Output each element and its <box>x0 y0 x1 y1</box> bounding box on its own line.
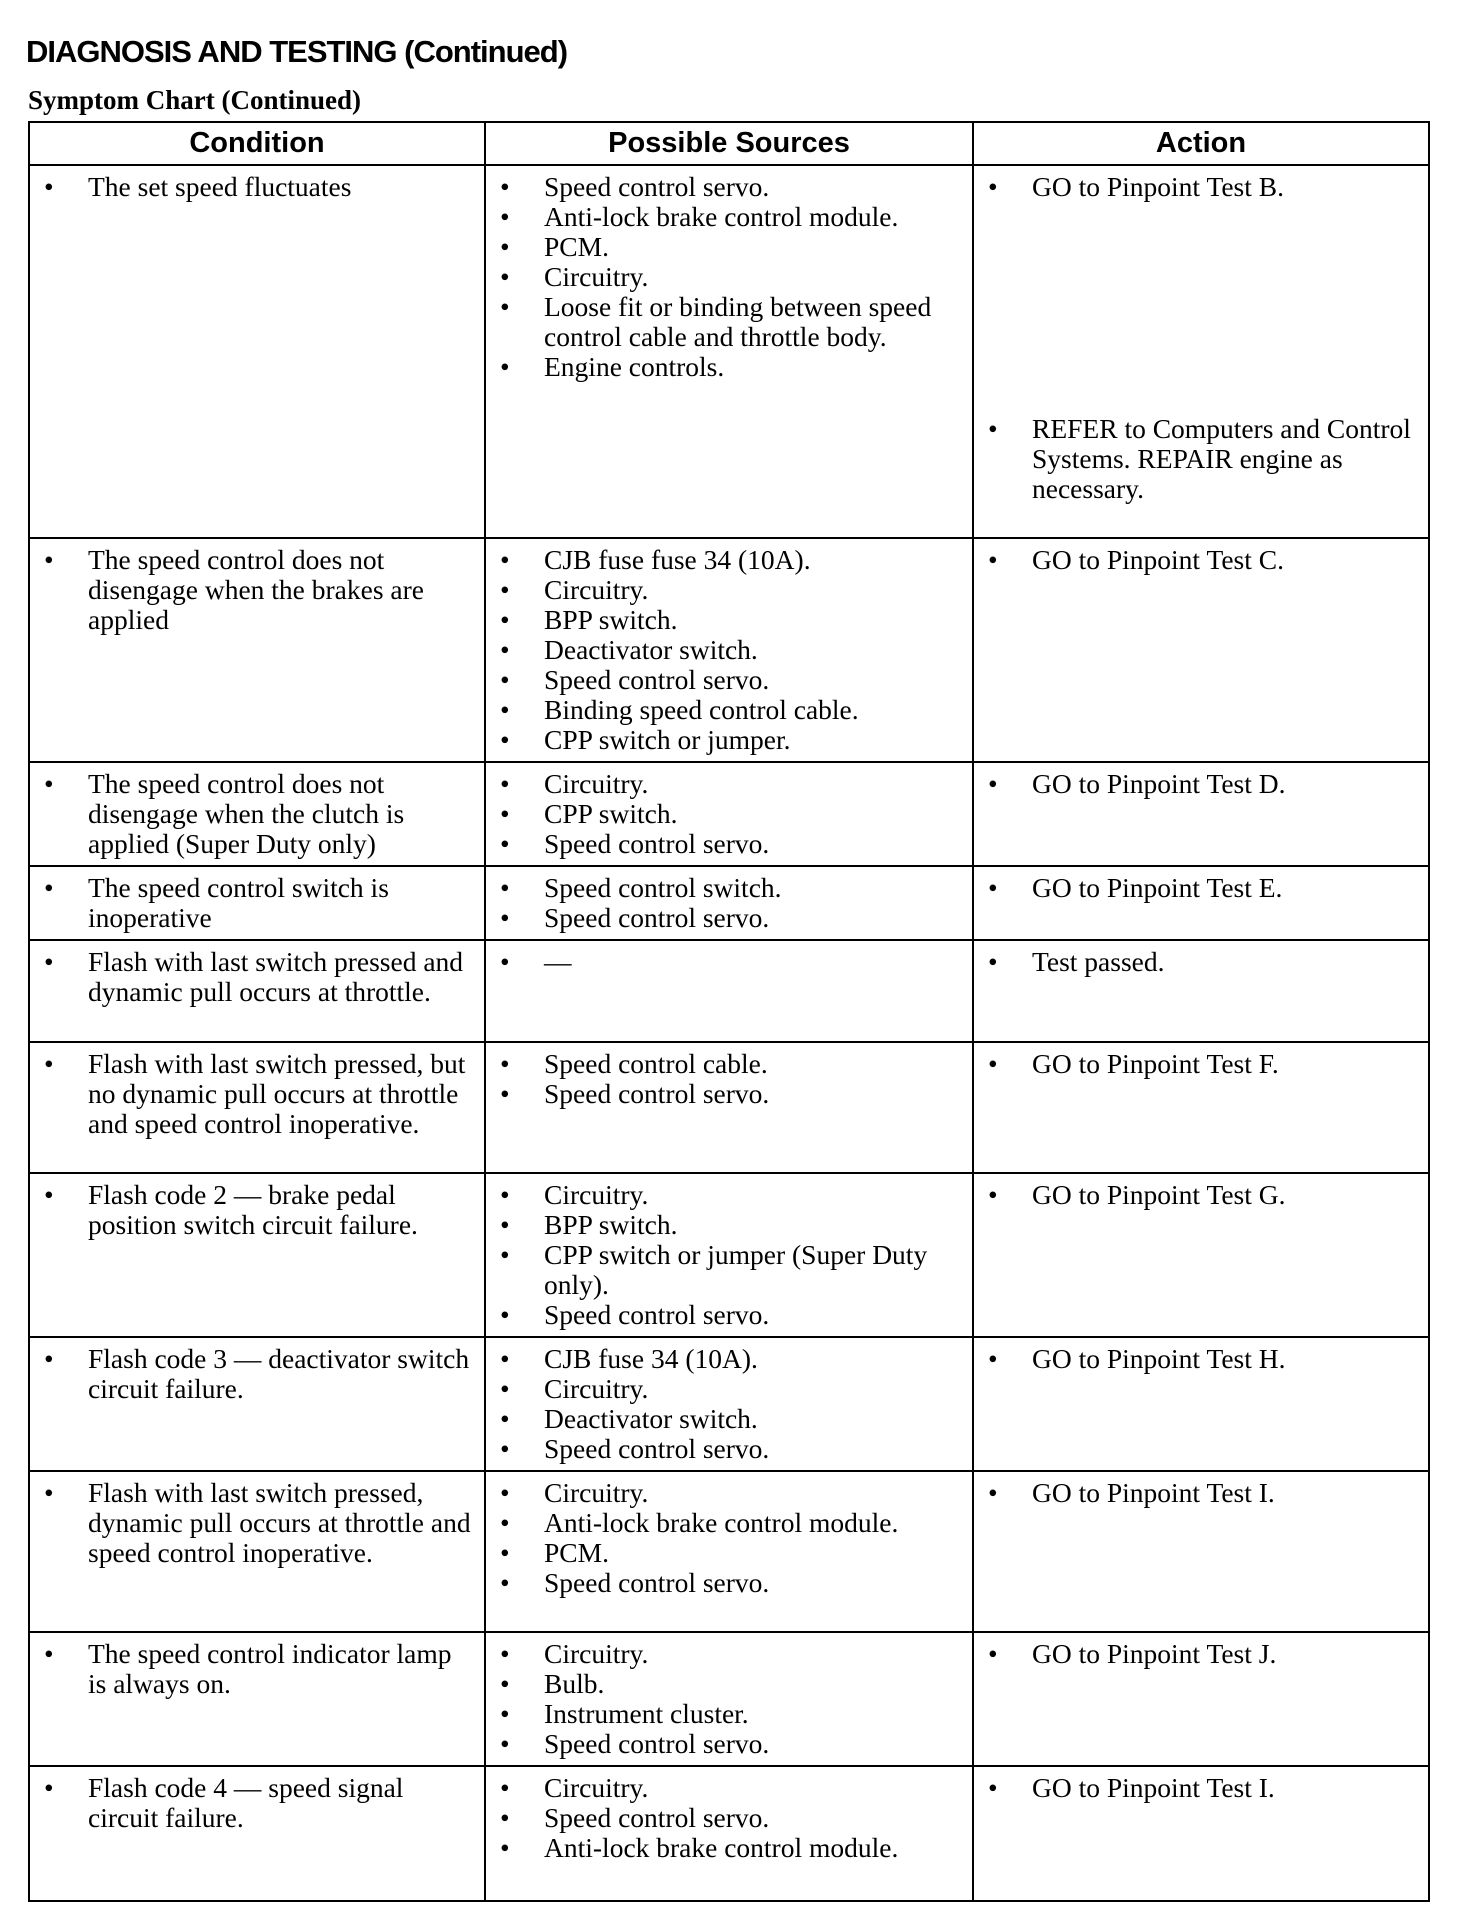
table-row <box>29 1337 1429 1471</box>
column-header-possible-sources: Possible Sources <box>485 122 973 165</box>
source-item: • BPP switch. <box>500 605 964 635</box>
action-cell <box>973 1042 1429 1173</box>
action-cell <box>973 538 1429 762</box>
source-item: • PCM. <box>500 232 964 262</box>
action-item: • GO to Pinpoint Test B. <box>988 172 1420 202</box>
source-item: • Circuitry. <box>500 1639 964 1669</box>
source-item: • Speed control servo. <box>500 1803 964 1833</box>
condition-text: • Flash with last switch pressed, dynamic pull occurs at throttle and speed control inoperative. <box>44 1478 476 1568</box>
source-item: • PCM. <box>500 1538 964 1568</box>
action-cell <box>973 1173 1429 1337</box>
source-item: • Speed control servo. <box>500 1434 964 1464</box>
source-item: • Circuitry. <box>500 575 964 605</box>
action-cell <box>973 1632 1429 1766</box>
table-row <box>29 866 1429 940</box>
source-item: • Loose fit or binding between speed control cable and throttle body. <box>500 292 964 352</box>
source-item: • CPP switch or jumper (Super Duty only). <box>500 1240 964 1300</box>
table-row <box>29 165 1429 538</box>
action-cell <box>973 866 1429 940</box>
source-item: • Circuitry. <box>500 1180 964 1210</box>
action-item: • GO to Pinpoint Test D. <box>988 769 1420 799</box>
sources-cell <box>485 866 973 940</box>
action-item: • GO to Pinpoint Test E. <box>988 873 1420 903</box>
condition-cell <box>29 1337 485 1471</box>
source-item: • Binding speed control cable. <box>500 695 964 725</box>
source-item: • CJB fuse 34 (10A). <box>500 1344 964 1374</box>
condition-text: • Flash code 2 — brake pedal position switch circuit failure. <box>44 1180 476 1240</box>
source-item: • Circuitry. <box>500 1478 964 1508</box>
chart-subtitle: Symptom Chart (Continued) <box>28 85 362 115</box>
condition-text: • The speed control switch is inoperative <box>44 873 476 933</box>
table-row <box>29 538 1429 762</box>
sources-cell <box>485 538 973 762</box>
source-item: • Speed control servo. <box>500 172 964 202</box>
symptom-chart-table <box>28 121 1430 1902</box>
source-item: • Deactivator switch. <box>500 1404 964 1434</box>
sources-cell <box>485 165 973 538</box>
source-item: • Speed control servo. <box>500 1079 964 1109</box>
source-item: • BPP switch. <box>500 1210 964 1240</box>
condition-cell <box>29 165 485 538</box>
source-item: • Anti-lock brake control module. <box>500 1508 964 1538</box>
source-item: • Speed control servo. <box>500 1729 964 1759</box>
condition-text: • The set speed fluctuates <box>44 172 476 202</box>
action-spacer <box>974 208 1428 414</box>
action-cell <box>973 1337 1429 1471</box>
condition-text: • Flash code 4 — speed signal circuit failure. <box>44 1773 476 1833</box>
condition-text: • Flash with last switch pressed and dynamic pull occurs at throttle. <box>44 947 476 1007</box>
condition-cell <box>29 1471 485 1632</box>
action-item: • GO to Pinpoint Test F. <box>988 1049 1420 1079</box>
source-item: • Speed control servo. <box>500 1300 964 1330</box>
action-item: • GO to Pinpoint Test G. <box>988 1180 1420 1210</box>
source-item: • Deactivator switch. <box>500 635 964 665</box>
action-item: • GO to Pinpoint Test I. <box>988 1773 1420 1803</box>
action-cell <box>973 762 1429 866</box>
source-item: • Anti-lock brake control module. <box>500 202 964 232</box>
condition-cell <box>29 1173 485 1337</box>
source-item: • Circuitry. <box>500 1773 964 1803</box>
source-item: • Speed control servo. <box>500 903 964 933</box>
source-item: • CPP switch. <box>500 799 964 829</box>
source-item: • Circuitry. <box>500 262 964 292</box>
condition-text: • Flash with last switch pressed, but no dynamic pull occurs at throttle and speed control inoperative. <box>44 1049 476 1139</box>
sources-cell <box>485 1337 973 1471</box>
table-row <box>29 1173 1429 1337</box>
condition-cell <box>29 1766 485 1901</box>
source-item: • Anti-lock brake control module. <box>500 1833 964 1863</box>
sources-cell <box>485 1766 973 1901</box>
source-item: • Circuitry. <box>500 1374 964 1404</box>
condition-text: • The speed control does not disengage when the clutch is applied (Super Duty only) <box>44 769 476 859</box>
condition-text: • The speed control does not disengage when the brakes are applied <box>44 545 476 635</box>
condition-cell <box>29 866 485 940</box>
table-row <box>29 1632 1429 1766</box>
condition-cell <box>29 762 485 866</box>
sources-cell <box>485 940 973 1042</box>
action-item: • GO to Pinpoint Test J. <box>988 1639 1420 1669</box>
sources-cell <box>485 1471 973 1632</box>
column-header-condition: Condition <box>29 122 485 165</box>
table-row <box>29 940 1429 1042</box>
action-item: • REFER to Computers and Control Systems. REPAIR engine as necessary. <box>988 414 1420 504</box>
table-row <box>29 1471 1429 1632</box>
sources-cell <box>485 1042 973 1173</box>
condition-cell <box>29 1632 485 1766</box>
source-item: • — <box>500 947 964 977</box>
action-item: • Test passed. <box>988 947 1420 977</box>
table-row <box>29 1766 1429 1901</box>
source-item: • Circuitry. <box>500 769 964 799</box>
source-item: • Speed control servo. <box>500 1568 964 1598</box>
table-header-row <box>29 122 1429 165</box>
sources-cell <box>485 1173 973 1337</box>
source-item: • Speed control cable. <box>500 1049 964 1079</box>
sources-cell <box>485 762 973 866</box>
source-item: • Speed control servo. <box>500 829 964 859</box>
action-cell <box>973 1766 1429 1901</box>
condition-text: • The speed control indicator lamp is always on. <box>44 1639 476 1699</box>
sources-cell <box>485 1632 973 1766</box>
table-row <box>29 1042 1429 1173</box>
action-item: • GO to Pinpoint Test H. <box>988 1344 1420 1374</box>
condition-text: • Flash code 3 — deactivator switch circuit failure. <box>44 1344 476 1404</box>
action-item: • GO to Pinpoint Test I. <box>988 1478 1420 1508</box>
action-cell <box>973 940 1429 1042</box>
condition-cell <box>29 1042 485 1173</box>
action-item: • GO to Pinpoint Test C. <box>988 545 1420 575</box>
column-header-action: Action <box>973 122 1429 165</box>
source-item: • Engine controls. <box>500 352 964 382</box>
condition-cell <box>29 940 485 1042</box>
table-row <box>29 762 1429 866</box>
action-cell <box>973 1471 1429 1632</box>
source-item: • Speed control servo. <box>500 665 964 695</box>
source-item: • Bulb. <box>500 1669 964 1699</box>
source-item: • CPP switch or jumper. <box>500 725 964 755</box>
source-item: • CJB fuse fuse 34 (10A). <box>500 545 964 575</box>
action-cell <box>973 165 1429 538</box>
page-title: DIAGNOSIS AND TESTING (Continued) <box>26 34 568 69</box>
condition-cell <box>29 538 485 762</box>
source-item: • Instrument cluster. <box>500 1699 964 1729</box>
source-item: • Speed control switch. <box>500 873 964 903</box>
